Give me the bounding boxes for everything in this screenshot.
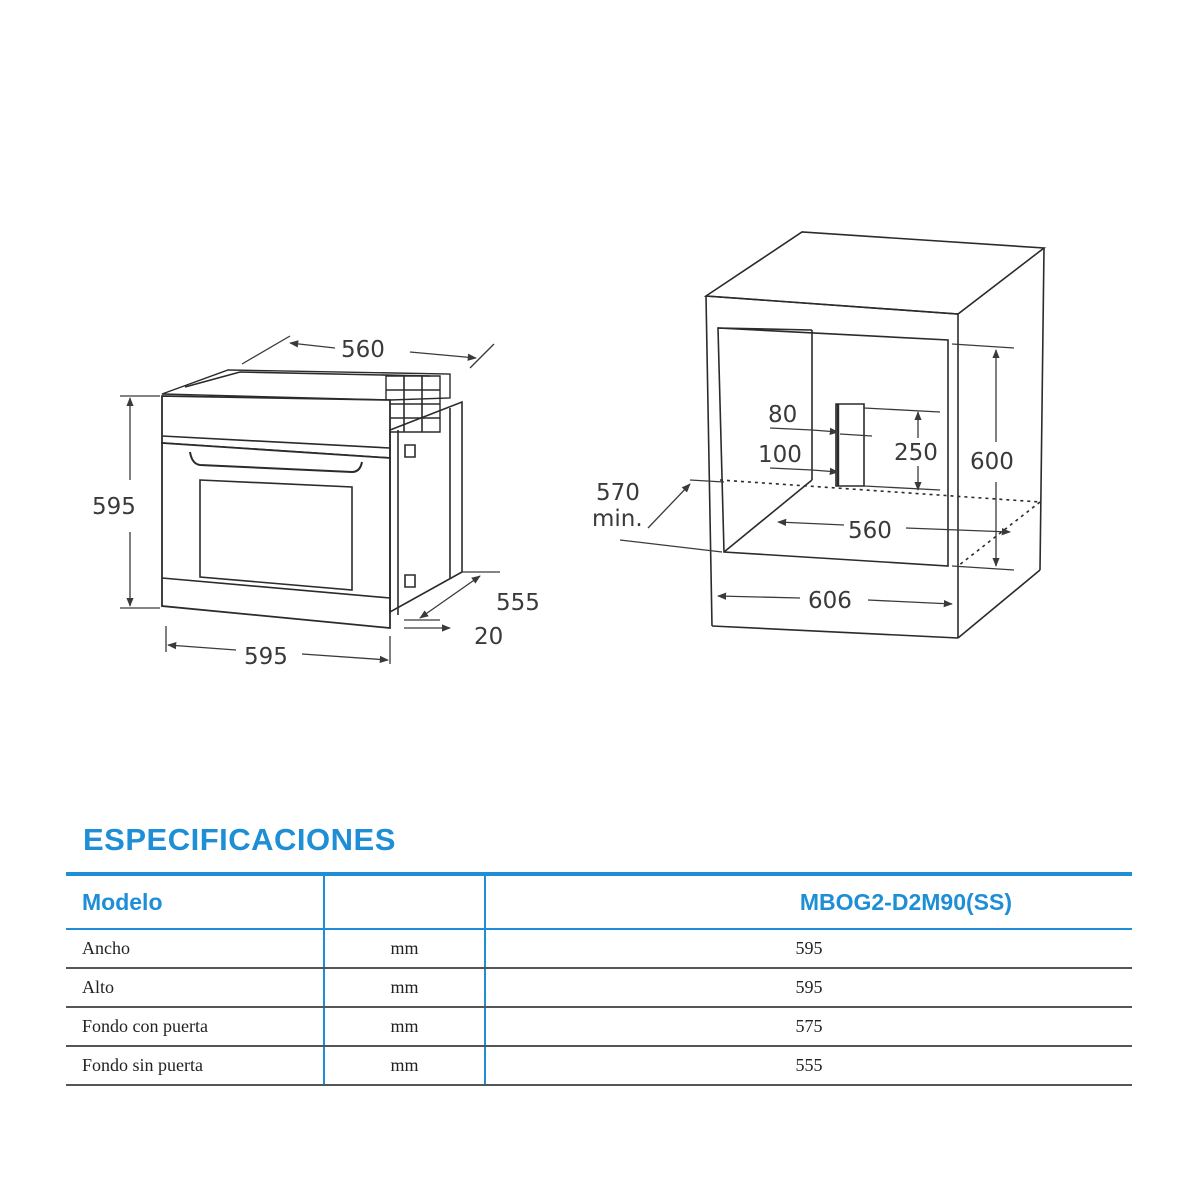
niche-cutout-bottom-label: 100 [758, 442, 802, 468]
oven-depth-side-label: 555 [496, 590, 540, 616]
oven-door-label: 20 [474, 624, 504, 650]
niche-drawing [706, 232, 1044, 638]
niche-outer-width-label: 606 [808, 588, 852, 614]
spec-label: Fondo con puerta [66, 1007, 324, 1046]
table-row [66, 1046, 1132, 1085]
spec-unit: mm [324, 1007, 485, 1046]
table-row [66, 1007, 1132, 1046]
spec-value: 575 [485, 1007, 1132, 1046]
oven-depth-top-label: 560 [341, 337, 385, 363]
table-row [66, 968, 1132, 1007]
model-name: MBOG2-D2M90(SS) [485, 874, 1132, 929]
niche-cutout-top-label: 80 [768, 402, 798, 428]
specs-title: ESPECIFICACIONES [83, 822, 396, 857]
niche-depth-min-label: min. [592, 506, 643, 532]
spec-unit: mm [324, 929, 485, 968]
spec-unit: mm [324, 1046, 485, 1085]
niche-height-label: 600 [970, 449, 1014, 475]
spec-value: 555 [485, 1046, 1132, 1085]
specs-table [66, 872, 1132, 1086]
oven-height-label: 595 [92, 494, 136, 520]
niche-cutout-height-label: 250 [894, 440, 938, 466]
table-row [66, 929, 1132, 968]
specs-header-row [66, 874, 1132, 929]
model-header-label: Modelo [66, 874, 324, 929]
spec-label: Alto [66, 968, 324, 1007]
niche-depth-label: 570 [596, 480, 640, 506]
spec-label: Fondo sin puerta [66, 1046, 324, 1085]
spec-label: Ancho [66, 929, 324, 968]
spec-unit: mm [324, 968, 485, 1007]
oven-width-label: 595 [244, 644, 288, 670]
niche-inner-width-label: 560 [848, 518, 892, 544]
oven-drawing [162, 370, 462, 628]
spec-value: 595 [485, 929, 1132, 968]
spec-value: 595 [485, 968, 1132, 1007]
unit-header [324, 874, 485, 929]
niche-dimension-lines [620, 344, 1014, 604]
